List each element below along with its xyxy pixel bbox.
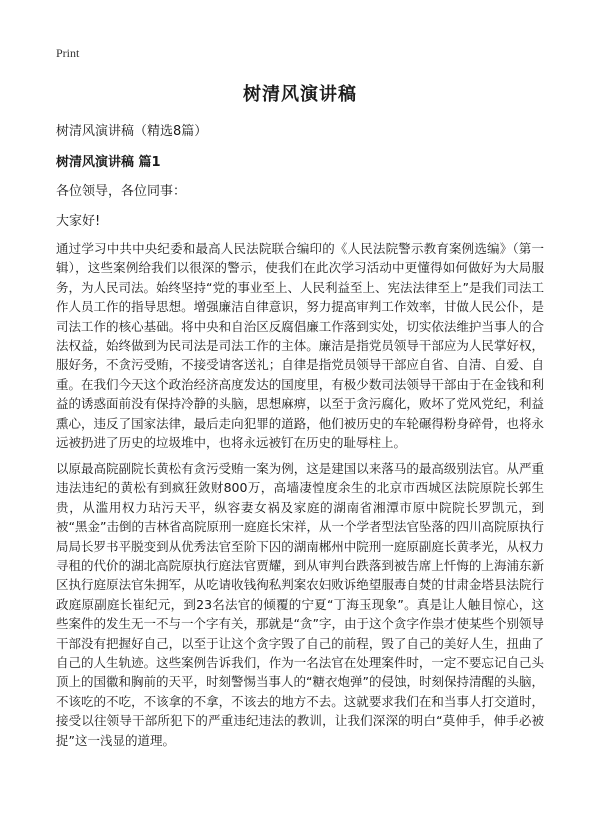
greeting-line: 大家好! [56,214,101,229]
body-paragraph: 通过学习中共中央纪委和最高人民法院联合编印的《人民法院警示教育案例选编》（第一辑），这些案例给我们以很深的警示，使我们在此次学习活动中更懂得如何做好为大局服务，为人民司法。始终坚持“党的事业至上、人民利益至上、宪法法律至上”是我们司法工作人员工作的指导思想。增强廉洁自律意识，努力提高审判工作效率，甘做人民公仆，是司法工作的核心基础。将中央和自治区反腐倡廉工作落到实处，切实依法维护当事人的合法权益，始终做到为民司法是司法工作的主体。廉洁是指党员领导干部应为人民掌好权，服好务，不贪污受贿，不接受请客送礼；自律是指党员领导干部应自省、自清、自爱、自重。在我们今天这个政治经济高度发达的国度里，有极少数司法领导干部由于在金钱和利益的诱惑面前没有保持冷静的头脑，思想麻痹，以至于贪污腐化，败坏了党风党纪，利益熏心，违反了国家法律，最后走向犯罪的道路，他们被历史的车轮碾得粉身碎骨，也将永远被扔进了历史的垃圾堆中，也将永远被钉在历史的耻辱柱上。 [56,241,544,451]
body-paragraph: 以原最高院副院长黄松有贪污受贿一案为例，这是建国以来落马的最高级别法官。从严重违法违纪的黄松有到疯狂敛财800万，高墙凄惶度余生的北京市西城区法院原院长郭生贵，从滥用权力玷污天平，纵容妻女祸及家庭的湖南省湘潭市原中院院长罗凯元，到被“黑金”击倒的吉林省高院原刑一庭庭长宋祥，从一个学者型法官坠落的四川高院原执行局局长罗书平脱变到从优秀法官至阶下囚的湖南郴州中院刑一庭原副庭长黄孝光，从权力寻租的代价的湖北高院原执行庭法官贾耀，到从审判台跌落到被告席上忏悔的上海浦东新区执行庭原法官朱拥军，从吃请收钱徇私判案农妇败诉绝望服毒自焚的甘肃金塔县法院行政庭原副庭长崔纪元，到23名法官的倾覆的宁夏“丁海玉现象”。真是让人触目惊心，这些案件的发生无一不与一个字有关，那就是“贪”字，由于这个贪字作祟才使某些个别领导干部没有把握好自己，以至于让这个贪字毁了自己的前程，毁了自己的美好人生，扭曲了自己的人生轨迹。这些案例告诉我们，作为一名法官在处理案件时，一定不要忘记自己头顶上的国徽和胸前的天平，时刻警惕当事人的“糖衣炮弹”的侵蚀，时刻保持清醒的头脑，不该吃的不吃，不该拿的不拿，不该去的地方不去。这就要求我们在和当事人打交道时，接受以往领导干部所犯下的严重违纪违法的教训，让我们深深的明白“莫伸手，伸手必被捉”这一浅显的道理。 [56,461,544,748]
page-title: 树清风演讲稿 [243,84,357,105]
section-heading: 树清风演讲稿 篇1 [56,155,161,170]
print-label[interactable]: Print [56,46,80,60]
document-subtitle: 树清风演讲稿（精选8篇） [56,124,208,139]
salutation: 各位领导，各位同事： [56,184,187,199]
